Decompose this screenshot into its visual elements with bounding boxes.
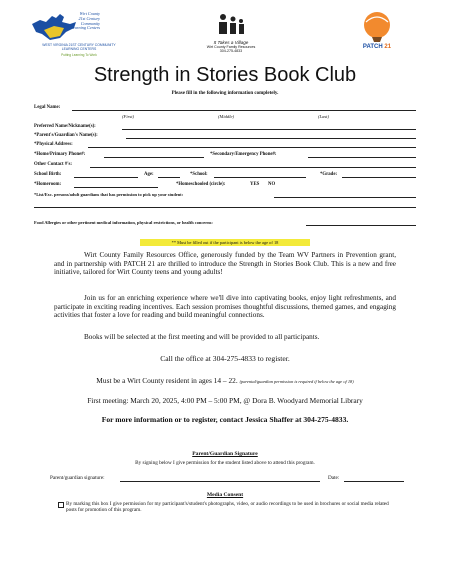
- pickup-field[interactable]: [274, 197, 416, 198]
- instructions: Please fill in the following information completely.: [171, 91, 279, 96]
- grade-label: *Grade:: [320, 172, 338, 177]
- other-contact-label: Other Contact #'s:: [34, 162, 73, 167]
- last-label: (Last): [318, 114, 329, 119]
- page-title: Strength in Stories Book Club: [93, 64, 357, 86]
- balloon-icon: [360, 10, 394, 44]
- address-label: *Physical Address:: [34, 142, 73, 147]
- call-line: Call the office at 304-275-4833 to register.: [160, 354, 290, 363]
- homeschooled-yes[interactable]: YES: [250, 182, 260, 187]
- media-heading: Media Consent: [206, 492, 244, 498]
- media-consent-checkbox[interactable]: [58, 502, 64, 508]
- logo-left-sub2: Putting Learning To Work: [61, 53, 97, 57]
- media-text: By marking this box I give permission for my participant's/student's photographs, video, or audio recordings to be used in brochures or social media related posts for promotion of this program.: [66, 501, 389, 514]
- age-note: ** Must be filled out if the participant is below the age of 18: [140, 239, 310, 246]
- allergies-label: Food Allergies or other pertinent medical information, physical restrictions, or health concerns:: [34, 220, 213, 225]
- pickup-field-2[interactable]: [34, 207, 416, 208]
- preferred-name-label: Preferred Name/Nickname(s):: [34, 124, 96, 129]
- resident-line: Must be a Wirt County resident in ages 14 – 22.: [96, 376, 238, 385]
- guardian-name-label: *Parent's/Guardian's Name(s):: [34, 133, 98, 138]
- dob-label: School Birth:: [34, 172, 62, 177]
- allergies-field[interactable]: [306, 225, 416, 226]
- secondary-phone-label: *Secondary/Emergency Phone#:: [210, 152, 277, 157]
- paragraph-1: Wirt County Family Resources Office, generously funded by the Team WV Partners in Prevention grant, and in partnership with PATCH 21 are thrilled to introduce the Strength in Stories Book Club. This is a new and free initiative, tailored for Wirt County teens and young adults!: [54, 251, 396, 277]
- logo-middle-line2: Wirt County Family Resources: [206, 45, 256, 49]
- more-info: For more information or to register, contact Jessica Shaffer at 304-275-4833.: [101, 415, 349, 424]
- homeschooled-no[interactable]: NO: [268, 182, 276, 187]
- date-label: Date:: [328, 475, 340, 481]
- legal-name-field[interactable]: [72, 110, 416, 111]
- guardian-name-field[interactable]: [126, 138, 416, 139]
- signature-heading: Parent/Guardian Signature: [192, 451, 258, 457]
- logo-left-line3: Community: [80, 20, 100, 26]
- homeroom-field[interactable]: [74, 187, 158, 188]
- age-field[interactable]: [158, 177, 180, 178]
- secondary-phone-field[interactable]: [308, 157, 416, 158]
- logo-left-line1: Wirt County: [79, 11, 100, 16]
- logo-middle-line1: It Takes a Village: [213, 40, 249, 45]
- homeroom-label: *Homeroom:: [34, 182, 62, 187]
- homeschooled-label: *Homeschooled (circle):: [176, 182, 226, 187]
- school-field[interactable]: [214, 177, 306, 178]
- date-field[interactable]: [344, 481, 404, 482]
- village-people-icon: [211, 12, 251, 38]
- pickup-label: *List/Exc. persons/adult guardians that has permission to pick up your student:: [34, 192, 184, 197]
- resident-note: (parental/guardian permission is required if below the age of 18): [239, 379, 354, 384]
- middle-label: (Middle): [218, 114, 235, 119]
- other-contact-field[interactable]: [90, 167, 416, 168]
- paragraph-2: Join us for an enriching experience where we'll dive into captivating books, enjoy light refreshments, and participate in exciting reading incentives. Each session promises thoughtful discussions, themed games, and engaging activities that foster a love for reading and build meaningful connections.: [54, 294, 396, 320]
- school-label: *School:: [190, 172, 208, 177]
- logo-middle-line3: 304-275-4833: [219, 49, 243, 53]
- logo-middle: [196, 12, 266, 68]
- dob-field[interactable]: [74, 177, 138, 178]
- first-meeting: First meeting: March 20, 2025, 4:00 PM – 5:00 PM, @ Dora B. Woodyard Memorial Library: [87, 396, 363, 405]
- first-label: (First): [122, 114, 134, 119]
- legal-name-label: Legal Name:: [34, 105, 61, 110]
- logo-right-num: 21: [384, 44, 392, 50]
- home-phone-label: *Home/Primary Phone#:: [34, 152, 86, 157]
- logo-right-name: PATCH: [362, 44, 383, 50]
- logo-left-line2: 21st Century: [78, 15, 100, 21]
- home-phone-field[interactable]: [104, 157, 204, 158]
- logo-left: [30, 12, 140, 68]
- signature-label: Parent/guardian signature:: [50, 475, 105, 481]
- address-field[interactable]: [88, 147, 416, 148]
- logo-right: [348, 10, 408, 60]
- logo-left-line4: Learning Centers: [70, 25, 100, 31]
- grade-field[interactable]: [342, 177, 416, 178]
- logo-left-sub: WEST VIRGINIA 21ST CENTURY COMMUNITY LEARNING CENTERS: [42, 43, 116, 51]
- signature-text: By signing below I give permission for the student listed above to attend this program.: [135, 460, 315, 466]
- preferred-name-field[interactable]: [122, 129, 416, 130]
- signature-field[interactable]: [120, 481, 320, 482]
- paragraph-3: Books will be selected at the first meeting and will be provided to all participants.: [84, 333, 320, 341]
- age-label: Age:: [144, 172, 154, 177]
